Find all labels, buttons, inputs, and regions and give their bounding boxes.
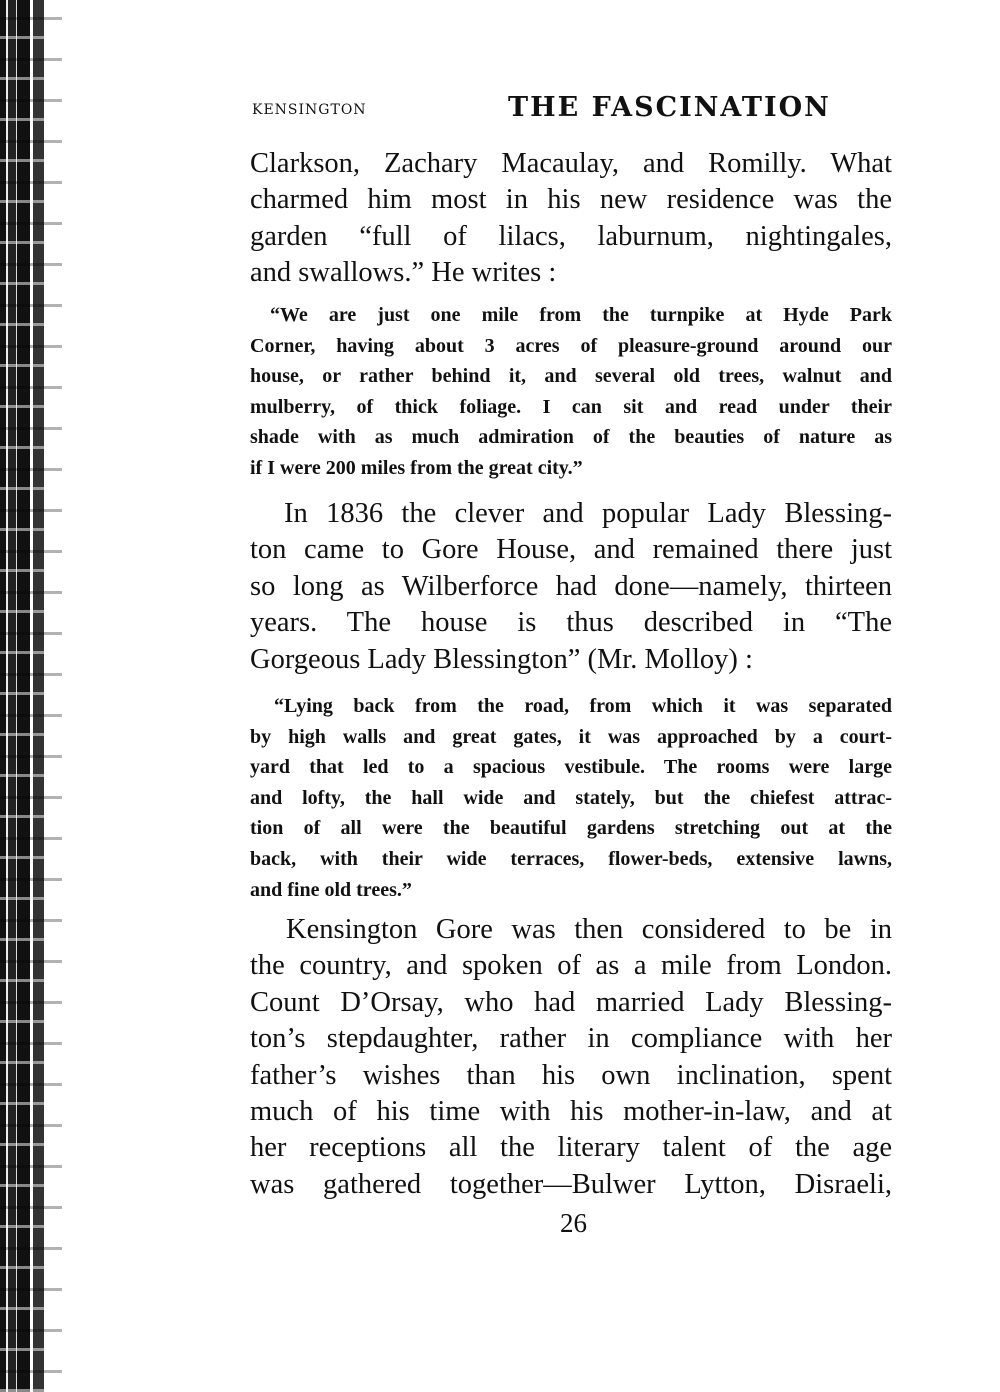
paragraph-2 <box>250 496 892 678</box>
page-number: 26 <box>560 1208 587 1238</box>
page-header <box>252 92 852 126</box>
text-line: “Lying back from the road, from which it was separated <box>274 695 892 717</box>
text-line: ton came to Gore House, and remained there just <box>250 534 892 566</box>
text-line: back, with their wide terraces, flower-beds, extensive lawns, <box>250 847 892 870</box>
text-line: “We are just one mile from the turnpike at Hyde Park <box>270 304 892 326</box>
text-line: much of his time with his mother-in-law, and at <box>250 1095 892 1127</box>
text-line: shade with as much admiration of the beauties of nature as <box>250 426 892 449</box>
book-binding-texture <box>0 0 62 1392</box>
text-line: by high walls and great gates, it was approached by a court- <box>250 725 892 748</box>
text-line: years. The house is thus described in “The <box>250 607 892 639</box>
block-quote-2 <box>250 691 892 905</box>
paragraph-3 <box>250 912 892 1203</box>
text-line: Clarkson, Zachary Macaulay, and Romilly. What <box>250 148 892 179</box>
text-line: father’s wishes than his own inclination, spent <box>250 1059 892 1091</box>
text-line: Corner, having about 3 acres of pleasure-ground around our <box>250 334 892 357</box>
running-head: KENSINGTON <box>252 102 367 118</box>
text-line: mulberry, of thick foliage. I can sit and read under their <box>250 395 892 418</box>
text-line: Kensington Gore was then considered to be in <box>286 914 892 945</box>
paragraph-1 <box>250 146 892 292</box>
text-line: Gorgeous Lady Blessington” (Mr. Molloy) : <box>250 643 753 675</box>
text-line: was gathered together—Bulwer Lytton, Disraeli, <box>250 1168 892 1200</box>
text-line: the country, and spoken of as a mile from London. <box>250 950 892 982</box>
text-line: Count D’Orsay, who had married Lady Blessing- <box>250 986 892 1018</box>
text-line: In 1836 the clever and popular Lady Blessing- <box>284 498 892 529</box>
text-line: and swallows.” He writes : <box>250 257 557 289</box>
text-line: if I were 200 miles from the great city.” <box>250 456 583 479</box>
block-quote-1 <box>250 300 892 484</box>
text-line: ton’s stepdaughter, rather in compliance with her <box>250 1023 892 1055</box>
text-line: garden “full of lilacs, laburnum, nightingales, <box>250 220 892 252</box>
text-line: and fine old trees.” <box>250 878 412 901</box>
page-title: THE FASCINATION <box>508 92 831 123</box>
text-line: her receptions all the literary talent of the age <box>250 1132 892 1164</box>
text-line: house, or rather behind it, and several old trees, walnut and <box>250 365 892 388</box>
text-line: tion of all were the beautiful gardens stretching out at the <box>250 817 892 840</box>
text-line: charmed him most in his new residence was the <box>250 184 892 216</box>
text-line: and lofty, the hall wide and stately, but the chiefest attrac- <box>250 786 892 809</box>
text-line: so long as Wilberforce had done—namely, thirteen <box>250 570 892 602</box>
text-line: yard that led to a spacious vestibule. The rooms were large <box>250 756 892 779</box>
